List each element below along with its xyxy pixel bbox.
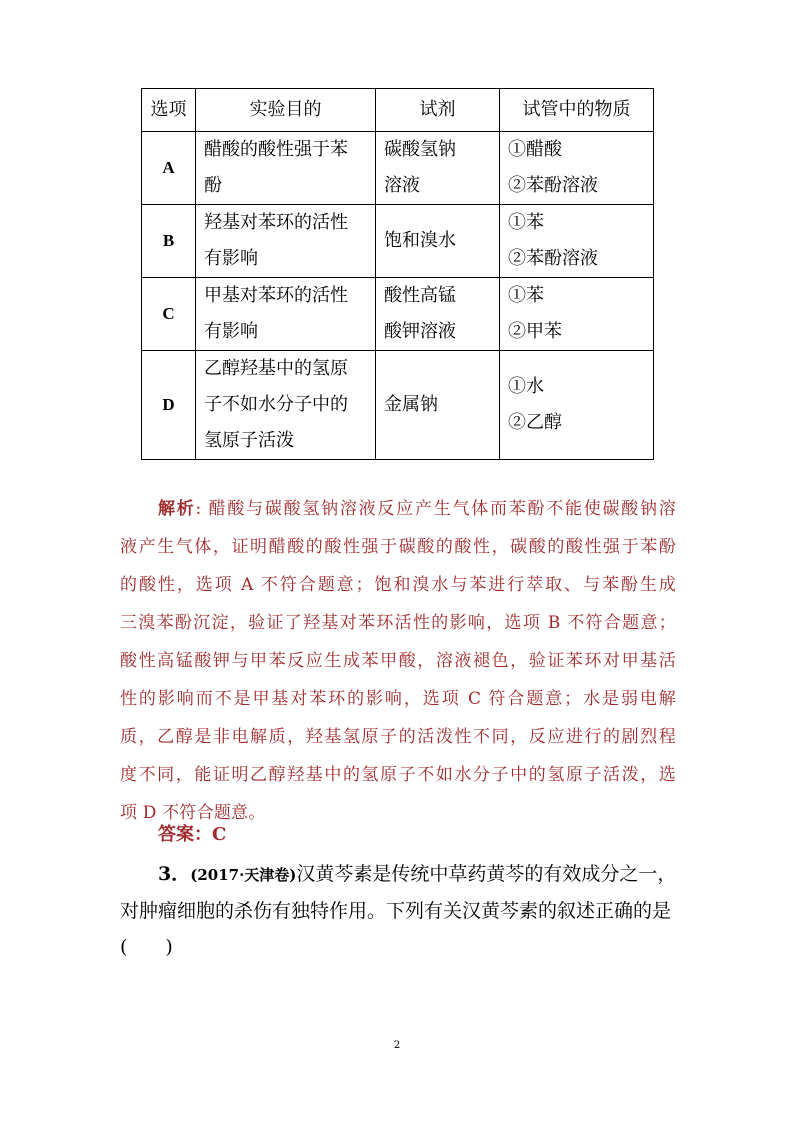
purpose-cell [196, 132, 376, 205]
analysis-line: 度不同，能证明乙醇羟基中的氢原子不如水分子中的氢原子活泼，选 [120, 765, 676, 785]
options-table [141, 88, 654, 460]
answer-line [158, 820, 226, 850]
analysis-line: 三溴苯酚沉淀，验证了羟基对苯环活性的影响，选项 B 不符合题意； [120, 613, 676, 633]
option-label: C [142, 278, 196, 351]
purpose-line: 氢原子活泼 [204, 430, 294, 451]
reagent-cell [376, 351, 500, 460]
purpose-cell [196, 351, 376, 460]
header-reagent: 试剂 [376, 89, 500, 132]
answer-value: C [212, 824, 227, 845]
purpose-line: 羟基对苯环的活性 [204, 212, 348, 233]
reagent-cell [376, 132, 500, 205]
option-label: D [142, 351, 196, 460]
analysis-line: 性的影响而不是甲基对苯环的影响，选项 C 符合题意；水是弱电解 [120, 689, 676, 709]
purpose-line: 醋酸的酸性强于苯 [204, 139, 348, 160]
answer-blank: ( ) [120, 936, 173, 958]
reagent-line: 饱和溴水 [384, 230, 456, 251]
option-label: A [142, 132, 196, 205]
analysis-line: 项 D 不符合题意。 [120, 803, 266, 823]
table-row [142, 351, 654, 460]
question-line [120, 856, 676, 893]
header-purpose: 实验目的 [196, 89, 376, 132]
analysis-label: 解析 [158, 499, 196, 519]
purpose-line: 子不如水分子中的 [204, 394, 348, 415]
analysis-line: 酸性高锰酸钾与甲苯反应生成苯甲酸，溶液褪色，验证苯环对甲基活 [120, 651, 676, 671]
purpose-line: 酚 [204, 175, 222, 196]
table-row [142, 205, 654, 278]
substance-line: ①苯 [508, 212, 544, 233]
analysis-line [120, 490, 676, 528]
reagent-line: 碳酸氢钠 [384, 139, 456, 160]
question-number: 3． [158, 863, 191, 885]
question-text: 汉黄芩素是传统中草药黄芩的有效成分之一， [296, 863, 677, 885]
analysis-line: 液产生气体，证明醋酸的酸性强于碳酸的酸性，碳酸的酸性强于苯酚 [120, 537, 676, 557]
table-row [142, 132, 654, 205]
analysis-text: : 醋酸与碳酸氢钠溶液反应产生气体而苯酚不能使碳酸钠溶 [195, 499, 676, 519]
reagent-line: 溶液 [384, 175, 420, 196]
substances-cell [500, 351, 654, 460]
substances-cell [500, 278, 654, 351]
purpose-line: 有影响 [204, 248, 258, 269]
table-header-row [142, 89, 654, 132]
substance-line: ①水 [508, 376, 544, 397]
reagent-line: 金属钠 [384, 394, 438, 415]
substance-line: ②乙醇 [508, 412, 562, 433]
reagent-cell [376, 278, 500, 351]
substance-line: ②苯酚溶液 [508, 248, 598, 269]
question-source: (2017·天津卷) [190, 866, 297, 884]
option-label: B [142, 205, 196, 278]
reagent-cell [376, 205, 500, 278]
table-row [142, 278, 654, 351]
question-3 [120, 856, 676, 965]
purpose-line: 乙醇羟基中的氢原 [204, 358, 348, 379]
analysis-line: 质，乙醇是非电解质，羟基氢原子的活泼性不同，反应进行的剧烈程 [120, 727, 676, 747]
substance-line: ②苯酚溶液 [508, 175, 598, 196]
purpose-cell [196, 278, 376, 351]
analysis-line: 的酸性，选项 A 不符合题意；饱和溴水与苯进行萃取、与苯酚生成 [120, 575, 676, 595]
analysis-section [120, 490, 676, 832]
substance-line: ②甲苯 [508, 321, 562, 342]
page-number: 2 [393, 1040, 401, 1051]
purpose-line: 甲基对苯环的活性 [204, 285, 348, 306]
reagent-line: 酸钾溶液 [384, 321, 456, 342]
purpose-cell [196, 205, 376, 278]
header-substances: 试管中的物质 [500, 89, 654, 132]
substances-cell [500, 132, 654, 205]
reagent-line: 酸性高锰 [384, 285, 456, 306]
answer-label: 答案： [158, 824, 212, 845]
substance-line: ①苯 [508, 285, 544, 306]
purpose-line: 有影响 [204, 321, 258, 342]
substance-line: ①醋酸 [508, 139, 562, 160]
substances-cell [500, 205, 654, 278]
question-line: 对肿瘤细胞的杀伤有独特作用。下列有关汉黄芩素的叙述正确的是 [120, 900, 672, 922]
header-option: 选项 [142, 89, 196, 132]
